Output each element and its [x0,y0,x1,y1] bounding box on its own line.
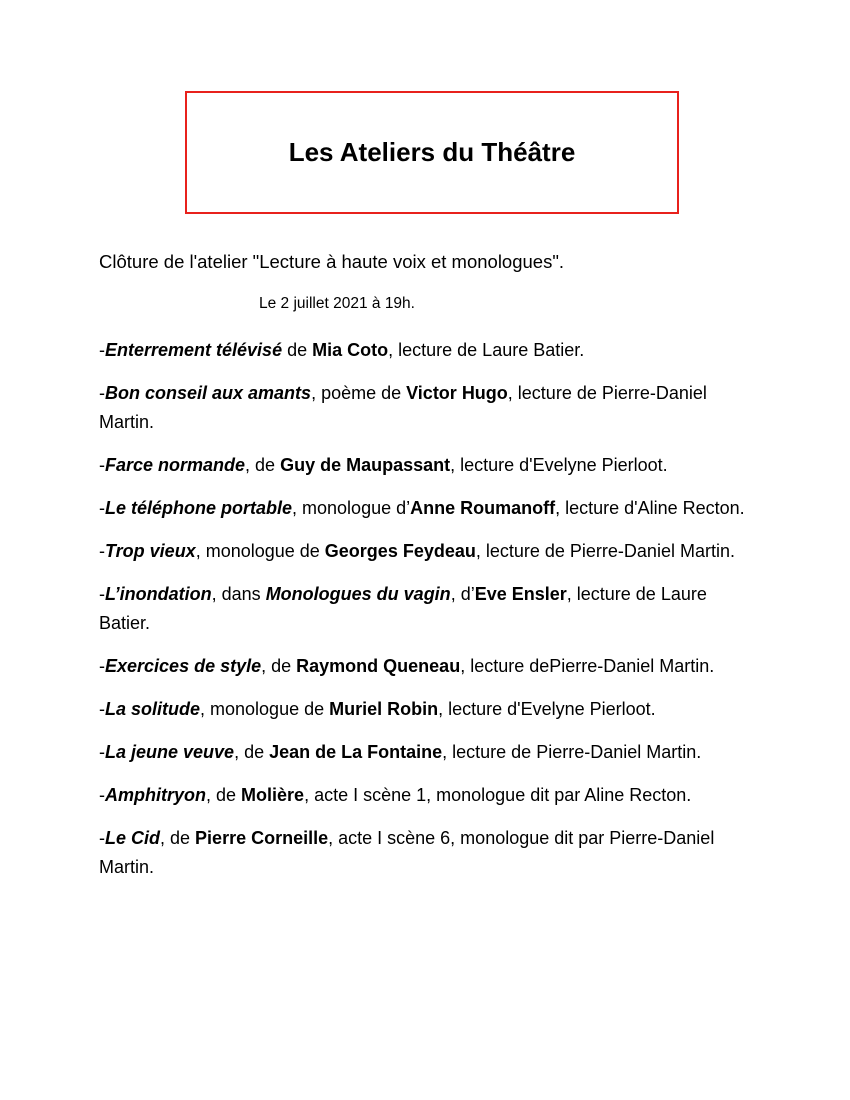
program-entry [99,824,759,882]
program-entry [99,336,759,365]
work-title: La jeune veuve [105,742,235,762]
event-date: Le 2 juillet 2021 à 19h. [259,295,415,312]
entry-text: de [282,340,313,360]
entry-text: , lecture de Pierre-Daniel Martin. [442,742,702,762]
entry-text: , de [234,742,270,762]
program-entry [99,652,759,681]
entry-dash: - [99,785,105,805]
program-entry [99,781,759,810]
author-name: Molière [241,785,305,805]
entry-text: , lecture de Pierre-Daniel Martin. [475,541,735,561]
entry-text: , de [206,785,242,805]
work-title: Exercices de style [105,656,262,676]
entry-text: , lecture d'Aline Recton. [555,498,745,518]
author-name: Muriel Robin [329,699,439,719]
entry-text: , dans [211,584,266,604]
work-title: Amphitryon [105,785,206,805]
entry-dash: - [99,340,105,360]
work-title: Enterrement télévisé [105,340,283,360]
entry-text: , acte I scène 6, monologue dit par Pierre-Daniel Martin. [99,828,715,877]
author-name: Victor Hugo [406,383,508,403]
entry-dash: - [99,699,105,719]
author-name: Guy de Maupassant [280,455,451,475]
entry-text: , lecture de Laure Batier. [99,584,707,633]
work-title: Le Cid [105,828,161,848]
program-entry [99,695,759,724]
work-title: L’inondation [105,584,212,604]
entry-text: , lecture de Laure Batier. [388,340,585,360]
program-list [99,336,759,896]
work-title: Trop vieux [105,541,196,561]
entry-text: , de [261,656,297,676]
work-title: Le téléphone portable [105,498,293,518]
work-title: La solitude [105,699,201,719]
author-name: Jean de La Fontaine [269,742,443,762]
entry-dash: - [99,383,105,403]
entry-text: , lecture d'Evelyne Pierloot. [450,455,668,475]
entry-dash: - [99,828,105,848]
entry-dash: - [99,584,105,604]
entry-text: , monologue de [195,541,325,561]
entry-text: , de [245,455,281,475]
entry-text: , de [160,828,196,848]
work-title: Farce normande [105,455,246,475]
program-entry [99,494,759,523]
work-title: Bon conseil aux amants [105,383,312,403]
entry-text: , poème de [311,383,407,403]
page-title: Les Ateliers du Théâtre [288,137,576,167]
author-name: Mia Coto [312,340,389,360]
author-name: Pierre Corneille [195,828,329,848]
entry-text: , lecture de Pierre-Daniel Martin. [99,383,707,432]
entry-dash: - [99,742,105,762]
author-name: Georges Feydeau [324,541,476,561]
entry-dash: - [99,455,105,475]
program-entry [99,738,759,767]
entry-text: , lecture d'Evelyne Pierloot. [438,699,656,719]
entry-text: , monologue de [200,699,330,719]
entry-text: , lecture dePierre-Daniel Martin. [460,656,715,676]
program-entry [99,537,759,566]
work-title: Monologues du vagin [265,584,451,604]
entry-text: , acte I scène 1, monologue dit par Aline Recton. [304,785,692,805]
event-subtitle: Clôture de l'atelier "Lecture à haute voix et monologues". [99,251,565,272]
entry-dash: - [99,498,105,518]
program-entry [99,580,759,638]
author-name: Raymond Queneau [296,656,461,676]
program-entry [99,379,759,437]
author-name: Anne Roumanoff [410,498,556,518]
entry-dash: - [99,656,105,676]
entry-dash: - [99,541,105,561]
entry-text: , monologue d’ [292,498,411,518]
author-name: Eve Ensler [474,584,567,604]
entry-text: , d’ [450,584,475,604]
title-box [185,91,679,214]
program-entry [99,451,759,480]
